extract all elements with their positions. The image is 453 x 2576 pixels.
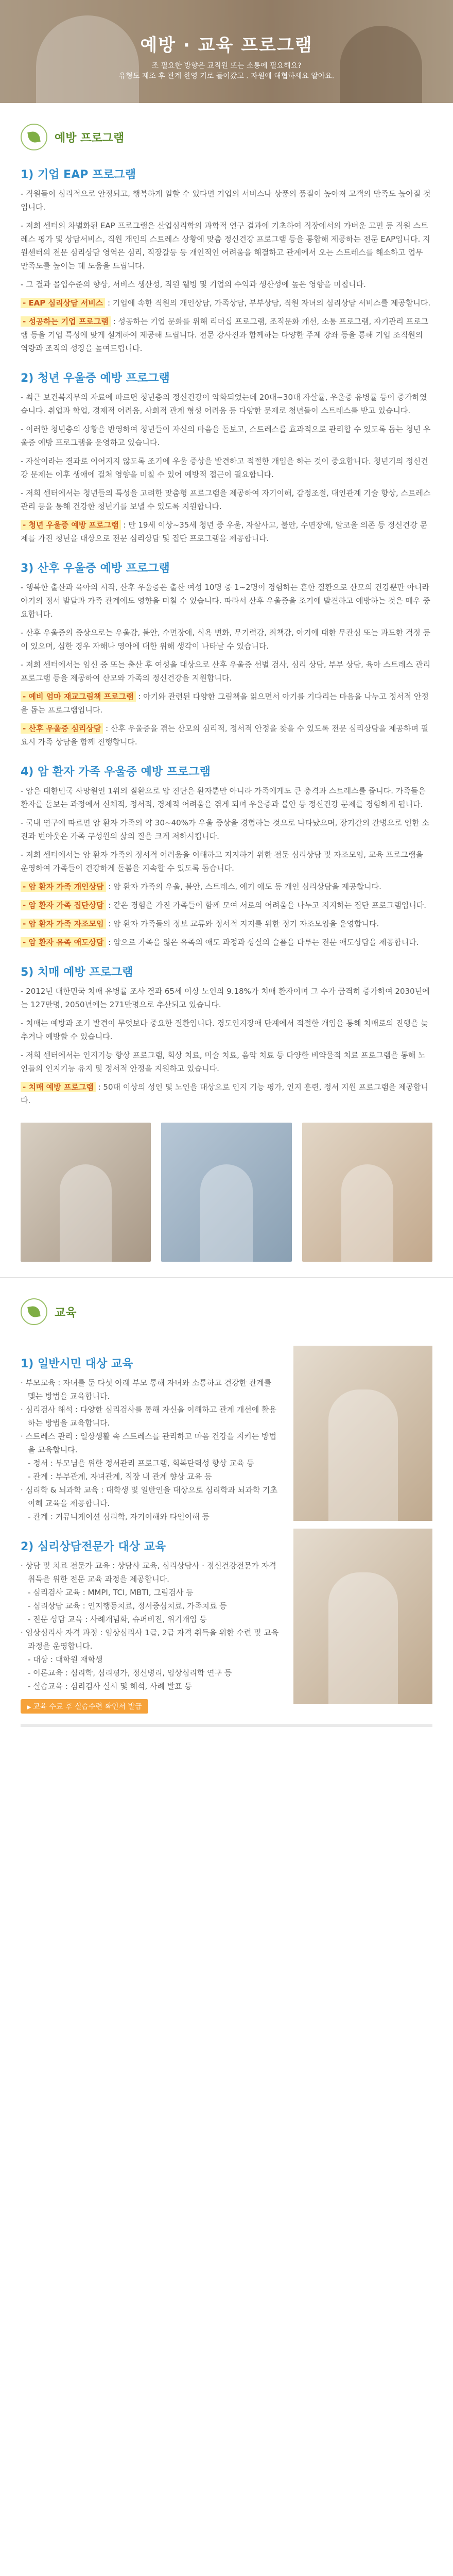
corp-eap-highlight — [21, 296, 432, 310]
maternal-block — [21, 560, 432, 749]
education-subitem: - 대상 : 대학원 재학생 — [28, 1655, 103, 1664]
expert-education-title: 2) 심리상담전문가 대상 교육 — [21, 1540, 166, 1553]
education-header — [21, 1298, 432, 1325]
education-subitem: - 관계 : 부부관계, 자녀관계, 직장 내 관계 향상 교육 등 — [28, 1472, 212, 1481]
program-photo-gallery — [21, 1123, 432, 1262]
corp-eap-title: 1) 기업 EAP 프로그램 — [21, 168, 136, 181]
hero-title: 예방 · 교육 프로그램 — [140, 35, 313, 56]
dementia-paragraph: - 2012년 대한민국 치매 유병률 조사 결과 65세 이상 노인의 9.18%가 치매 환자이며 그 수가 급격히 증가하여 2030년에는 127만명, 2050년에는 271만명으로 추산되고 있습니다. — [21, 987, 430, 1009]
education-section — [0, 1298, 453, 1727]
highlight-text: : 50대 이상의 성인 및 노인을 대상으로 인지 기능 평가, 인지 훈련, 정서 지원 프로그램을 제공합니다. — [21, 1082, 428, 1105]
expert-education-layout — [21, 1523, 432, 1714]
leaf-icon — [21, 124, 47, 150]
prevention-title: 예방 프로그램 — [55, 131, 125, 145]
program-photo — [21, 1123, 151, 1262]
youth-paragraph: - 최근 보건복지부의 자료에 따르면 청년층의 정신건강이 악화되었는데 20대~30대 자살률, 우울증 유병률 등이 증가하였습니다. 취업과 학업, 경제적 어려움, 사회적 관계 형성 어려움 등 다양한 문제로 청년들이 스트레스를 받고 있습니다. — [21, 393, 427, 415]
corp-eap-highlight — [21, 315, 432, 355]
education-bullet: · 상담 및 치료 전문가 교육 : 상담사 교육, 심리상담사 · 정신건강전문가 자격 취득을 위한 전문 교육 과정을 제공합니다. — [21, 1561, 276, 1584]
education-bullet: · 부모교육 : 자녀를 둔 다섯 아래 부모 통해 자녀와 소통하고 건강한 관계를 맺는 방법을 교육합니다. — [21, 1378, 272, 1401]
corp-eap-paragraph: - 그 결과 몰입수준의 향상, 서비스 생산성, 직원 웰빙 및 기업의 수익과 생산성에 높은 영향을 미칩니다. — [21, 280, 366, 289]
caregiver-block — [21, 763, 432, 949]
youth-paragraph: - 저희 센터에서는 청년들의 특성을 고려한 맞춤형 프로그램을 제공하여 자기이해, 감정조절, 대인관계 기술 향상, 스트레스 관리 등을 통해 건강한 청년기를 보낼 수 있도록 지원합니다. — [21, 488, 431, 511]
footer-bar — [21, 1724, 432, 1727]
education-bullet: · 심리검사 해석 : 다양한 심리검사를 통해 자신을 이해하고 관계 개선에 활용하는 방법을 교육합니다. — [21, 1405, 276, 1428]
dementia-paragraph: - 저희 센터에서는 인지기능 향상 프로그램, 회상 치료, 미술 치료, 음악 치료 등 다양한 비약물적 치료 프로그램을 통해 노인들의 인지기능 유지 및 정서적 안정을 지원하고 있습니다. — [21, 1050, 426, 1073]
education-subitem: - 심리상담 교육 : 인지행동치료, 정서중심치료, 가족치료 등 — [28, 1601, 227, 1611]
education-subitem: - 이론교육 : 심리학, 심리평가, 정신병리, 임상심리학 연구 등 — [28, 1668, 232, 1677]
corp-eap-paragraph: - 직원들이 심리적으로 안정되고, 행복하게 일할 수 있다면 기업의 서비스나 상품의 품질이 높아져 고객의 만족도 높아질 것입니다. — [21, 189, 431, 212]
highlight-tag: - 암 환자 가족 집단상담 — [21, 900, 106, 910]
expert-education-photo — [293, 1529, 432, 1704]
education-subitem: - 관계 : 커뮤니케이션 심리학, 자기이해와 타인이해 등 — [28, 1512, 210, 1521]
youth-highlight — [21, 518, 432, 545]
highlight-text: : 암으로 가족을 잃은 유족의 애도 과정과 상실의 슬픔을 다루는 전문 애도상담을 제공합니다. — [106, 938, 419, 947]
youth-paragraph: - 이러한 청년층의 상황을 반영하여 청년들이 자신의 마음을 돌보고, 스트레스를 효과적으로 관리할 수 있도록 돕는 청년 우울증 예방 프로그램을 운영하고 있습니다. — [21, 425, 431, 447]
highlight-text: : 아기와 관련된 다양한 그림책을 읽으면서 아기를 기다리는 마음을 나누고 정서적 안정을 돕는 프로그램입니다. — [21, 692, 429, 715]
education-subitem: - 심리검사 교육 : MMPI, TCI, MBTI, 그림검사 등 — [28, 1588, 194, 1597]
dementia-highlight — [21, 1080, 432, 1107]
prevention-header — [21, 124, 432, 150]
youth-title: 2) 청년 우울증 예방 프로그램 — [21, 372, 170, 385]
dementia-paragraph: - 치매는 예방과 조기 발견이 무엇보다 중요한 질환입니다. 경도인지장애 단계에서 적절한 개입을 통해 치매로의 진행을 늦추거나 예방할 수 있습니다. — [21, 1019, 428, 1041]
highlight-text: : 성공하는 기업 문화를 위해 리더십 프로그램, 조직문화 개선, 소통 프로그램, 자기관리 프로그램 등을 기업 특성에 맞게 설계하여 제공해 드립니다. 전문 강사진과 함께하는 다양한 주제 강좌 등을 통해 기업 조직원의 역량과 조직의 성장을 높여드립니다. — [21, 317, 429, 353]
corp-eap-paragraph: - 저희 센터의 차별화된 EAP 프로그램은 산업심리학의 과학적 연구 결과에 기초하여 직장에서의 가벼운 고민 등 직원 스트레스 평가 및 상담서비스, 직원 개인의 스트레스 상황에 맞춤 정신건강 프로그램 등을 통합해 제공하는 전문 EAP입니다. 지원센터의 전문 심리상담 영역은 심리, 직장갈등 등 개인적인 어려움을 해결하고 관계에서 오는 스트레스를 해소하고 업무 만족도를 높이는 데 도움을 드립니다. — [21, 221, 430, 270]
hero-banner — [0, 0, 453, 103]
program-photo — [161, 1123, 291, 1262]
youth-paragraph: - 자살이라는 결과로 이어지지 않도록 조기에 우울 증상을 발견하고 적절한 개입을 하는 것이 중요합니다. 청년기의 정신건강 문제는 이후 생애에 걸쳐 영향을 미칠 수 있어 예방적 접근이 필요합니다. — [21, 456, 428, 479]
general-education-text — [21, 1341, 281, 1523]
hero-subtitle-line-2: 유형도 제조 후 관계 한영 기로 들어갔고 . 자원에 해협하세요 알아요. — [118, 72, 335, 80]
caregiver-paragraph: - 국내 연구에 따르면 암 환자 가족의 약 30~40%가 우울 증상을 경험하는 것으로 나타났으며, 장기간의 간병으로 인한 소진과 번아웃은 가족 구성원의 삶의 질을 크게 저하시킵니다. — [21, 818, 429, 841]
caregiver-highlight — [21, 899, 432, 912]
education-bullet: · 심리학 & 뇌과학 교육 : 대학생 및 일반인을 대상으로 심리학과 뇌과학 기초 이해 교육을 제공합니다. — [21, 1485, 277, 1508]
highlight-tag: - 암 환자 유족 애도상담 — [21, 937, 106, 947]
leaf-icon — [21, 1298, 47, 1325]
section-divider — [0, 1277, 453, 1278]
highlight-tag: - 산후 우울증 심리상담 — [21, 723, 103, 734]
general-education-photo — [293, 1346, 432, 1521]
program-photo — [302, 1123, 432, 1262]
highlight-text: : 암 환자 가족들의 정보 교류와 정서적 지지를 위한 정기 자조모임을 운영합니다. — [106, 919, 379, 928]
expert-education-text — [21, 1523, 281, 1714]
caregiver-highlight — [21, 880, 432, 893]
youth-block — [21, 369, 432, 545]
highlight-text: : 기업에 속한 직원의 개인상담, 가족상담, 부부상담, 직원 자녀의 심리상담 서비스를 제공합니다. — [105, 298, 431, 308]
certificate-button[interactable]: ▶ 교육 수료 후 실습수련 확인서 발급 — [21, 1699, 148, 1714]
maternal-highlight — [21, 690, 432, 717]
highlight-tag: - EAP 심리상담 서비스 — [21, 298, 105, 308]
caregiver-title: 4) 암 환자 가족 우울증 예방 프로그램 — [21, 766, 211, 778]
highlight-tag: - 예비 엄마 재교그림책 프로그램 — [21, 691, 136, 702]
highlight-tag: - 성공하는 기업 프로그램 — [21, 316, 111, 327]
hero-subtitle — [0, 61, 453, 81]
education-subitem: - 정서 : 부모님을 위한 정서관리 프로그램, 회복탄력성 향상 교육 등 — [28, 1459, 254, 1468]
education-title: 교육 — [55, 1306, 77, 1319]
education-bullet: · 스트레스 관리 : 일상생활 속 스트레스를 관리하고 마음 건강을 지키는 방법을 교육합니다. — [21, 1432, 276, 1454]
maternal-paragraph: - 저희 센터에서는 임신 중 또는 출산 후 여성을 대상으로 산후 우울증 선별 검사, 심리 상담, 부부 상담, 육아 스트레스 관리 프로그램 등을 제공하여 산모와 가족의 정신건강을 지원합니다. — [21, 660, 431, 683]
general-education-layout — [21, 1341, 432, 1523]
highlight-tag: - 암 환자 가족 자조모임 — [21, 919, 106, 929]
highlight-text: : 만 19세 이상~35세 청년 중 우울, 자살사고, 불안, 수면장애, 알코올 의존 등 정신건강 문제를 가진 청년을 대상으로 전문 심리상담 및 집단 프로그램을 제공합니다. — [21, 520, 428, 543]
general-education-title: 1) 일반시민 대상 교육 — [21, 1358, 133, 1370]
prevention-section — [0, 124, 453, 1262]
highlight-text: : 산후 우울증을 겪는 산모의 심리적, 정서적 안정을 찾을 수 있도록 전문 심리상담을 제공하며 필요시 가족 상담을 함께 진행합니다. — [21, 724, 429, 747]
education-bullet: · 임상심리사 자격 과정 : 임상심리사 1급, 2급 자격 취득을 위한 수련 및 교육 과정을 운영합니다. — [21, 1628, 279, 1651]
dementia-block — [21, 963, 432, 1107]
highlight-text: : 암 환자 가족의 우울, 불안, 스트레스, 예기 애도 등 개인 심리상담을 제공합니다. — [106, 882, 381, 891]
education-subitem: - 전문 상담 교육 : 사례개념화, 슈퍼비전, 위기개입 등 — [28, 1615, 207, 1624]
maternal-paragraph: - 산후 우울증의 증상으로는 우울감, 불안, 수면장애, 식욕 변화, 무기력감, 죄책감, 아기에 대한 무관심 또는 과도한 걱정 등이 있으며, 심한 경우 자해나 영아에 대한 위해 생각이 나타날 수 있습니다. — [21, 628, 431, 651]
maternal-title: 3) 산후 우울증 예방 프로그램 — [21, 562, 170, 575]
corp-eap-block — [21, 166, 432, 355]
caregiver-paragraph: - 저희 센터에서는 암 환자 가족의 정서적 어려움을 이해하고 지지하기 위한 전문 심리상담 및 자조모임, 교육 프로그램을 운영하여 가족들이 건강하게 돌봄을 지속할 수 있도록 돕습니다. — [21, 850, 423, 873]
caregiver-paragraph: - 암은 대한민국 사망원인 1위의 질환으로 암 진단은 환자뿐만 아니라 가족에게도 큰 충격과 스트레스를 줍니다. 가족들은 환자를 돌보는 과정에서 신체적, 정서적, 경제적 어려움을 겪게 되며 우울증과 불안 등 정신건강 문제를 경험하게 됩니다. — [21, 786, 426, 809]
education-subitem: - 실습교육 : 심리검사 실시 및 해석, 사례 발표 등 — [28, 1682, 192, 1691]
highlight-text: : 같은 경험을 가진 가족들이 함께 모여 서로의 어려움을 나누고 지지하는 집단 프로그램입니다. — [106, 901, 426, 910]
dementia-title: 5) 치매 예방 프로그램 — [21, 966, 133, 979]
highlight-tag: - 청년 우울증 예방 프로그램 — [21, 520, 121, 530]
caregiver-highlight — [21, 917, 432, 930]
highlight-tag: - 암 환자 가족 개인상담 — [21, 882, 106, 892]
caregiver-highlight — [21, 936, 432, 949]
maternal-paragraph: - 행복한 출산과 육아의 시작, 산후 우울증은 출산 여성 10명 중 1~2명이 경험하는 흔한 질환으로 산모의 건강뿐만 아니라 아기의 정서 발달과 가족 관계에도 영향을 미칠 수 있습니다. 따라서 산후 우울증을 조기에 발견하고 예방하는 것은 매우 중요합니다. — [21, 583, 430, 619]
maternal-highlight — [21, 722, 432, 749]
highlight-tag: - 치매 예방 프로그램 — [21, 1082, 96, 1092]
hero-subtitle-line-1: 조 필요한 방향은 교직원 또는 소통에 필요해요? — [151, 62, 302, 70]
